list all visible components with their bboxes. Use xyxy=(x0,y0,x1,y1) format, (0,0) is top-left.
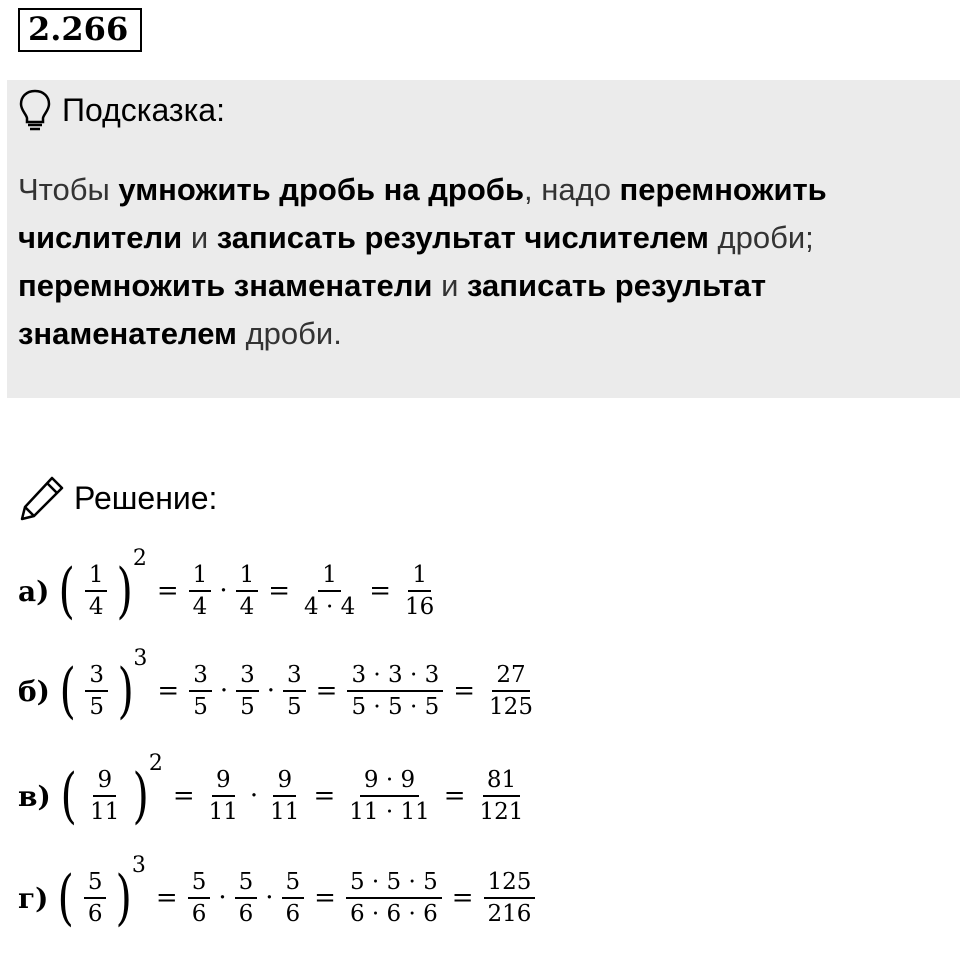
hint-title: Подсказка: xyxy=(62,91,225,128)
factor-fraction: $\frac{5}{6}$ xyxy=(282,867,305,929)
result-fraction: $\frac{1}{16}$ xyxy=(405,562,435,620)
problem-number: 2.266 xyxy=(18,8,142,52)
exponent: 3 xyxy=(131,853,146,878)
factor-fraction: $\frac{3}{5}$ xyxy=(236,660,259,722)
base-fraction: $\frac{5}{6}$ xyxy=(84,867,107,929)
factor-fraction: $\frac{3}{5}$ xyxy=(189,660,212,722)
exponent: 2 xyxy=(148,751,163,776)
power-base: ( $\frac{9}{11}$ ) xyxy=(60,761,150,831)
result-fraction: $\frac{125}{216}$ xyxy=(484,867,536,929)
factor-fraction: $\frac{9}{11}$ xyxy=(270,767,300,825)
factor-fraction: $\frac{1}{4}$ xyxy=(236,560,259,622)
product-fraction: $\frac{1}{4 \cdot 4}$ xyxy=(304,562,356,620)
solution-row: б) ( $\frac{3}{5}$ ) 3 = $\frac{3}{5}$ · $\frac{3}{5}$ · $\frac{3}{5}$ = $\frac{3 \cdot 3 \cdot 3}{5 \cdot 5 \cdot 5}$ = $\frac{27}{125}$ xyxy=(18,660,543,722)
product-fraction: $\frac{5 \cdot 5 \cdot 5}{6 \cdot 6 \cdot 6}$ xyxy=(346,867,442,929)
power-base: ( $\frac{1}{4}$ ) xyxy=(58,556,134,626)
power-base: ( $\frac{5}{6}$ ) xyxy=(57,863,133,933)
factor-fraction: $\frac{9}{11}$ xyxy=(208,767,238,825)
lightbulb-icon xyxy=(18,88,52,132)
factor-fraction: $\frac{3}{5}$ xyxy=(283,660,306,722)
exponent: 2 xyxy=(132,546,147,571)
base-fraction: $\frac{1}{4}$ xyxy=(85,560,108,622)
product-fraction: $\frac{9 \cdot 9}{11 \cdot 11}$ xyxy=(349,767,430,825)
result-fraction: $\frac{27}{125}$ xyxy=(489,662,533,720)
factor-fraction: $\frac{1}{4}$ xyxy=(189,560,212,622)
base-fraction: $\frac{3}{5}$ xyxy=(85,660,108,722)
item-label: в) xyxy=(18,779,51,813)
solution-row: в) ( $\frac{9}{11}$ ) 2 = $\frac{9}{11}$ · $\frac{9}{11}$ = $\frac{9 \cdot 9}{11 \cdot 11}$ = $\frac{81}{121}$ xyxy=(18,765,533,827)
item-label: а) xyxy=(18,574,50,608)
exponent: 3 xyxy=(133,646,148,671)
power-base: ( $\frac{3}{5}$ ) xyxy=(59,656,134,726)
item-label: г) xyxy=(18,881,49,915)
solution-title: Решение: xyxy=(74,479,218,516)
solution-header xyxy=(18,474,217,522)
factor-fraction: $\frac{5}{6}$ xyxy=(188,867,211,929)
hint-header xyxy=(18,88,225,132)
base-fraction: $\frac{9}{11}$ xyxy=(90,767,120,825)
solution-row: г) ( $\frac{5}{6}$ ) 3 = $\frac{5}{6}$ · $\frac{5}{6}$ · $\frac{5}{6}$ = $\frac{5 \cdot 5 \cdot 5}{6 \cdot 6 \cdot 6}$ = $\frac{125}{216}$ xyxy=(18,867,541,929)
hint-text: Чтобы умножить дробь на дробь, надо перемножить числители и записать результат числителем дроби; перемножить знаменатели и записать результат знаменателем дроби. xyxy=(18,172,827,351)
pencil-icon xyxy=(18,474,66,522)
item-label: б) xyxy=(18,674,50,708)
result-fraction: $\frac{81}{121}$ xyxy=(479,767,524,825)
factor-fraction: $\frac{5}{6}$ xyxy=(235,867,258,929)
solution-row: а) ( $\frac{1}{4}$ ) 2 = $\frac{1}{4}$ · $\frac{1}{4}$ = $\frac{1}{4 \cdot 4}$ = $\frac{1}{16}$ xyxy=(18,560,444,622)
product-fraction: $\frac{3 \cdot 3 \cdot 3}{5 \cdot 5 \cdot 5}$ xyxy=(347,660,443,722)
